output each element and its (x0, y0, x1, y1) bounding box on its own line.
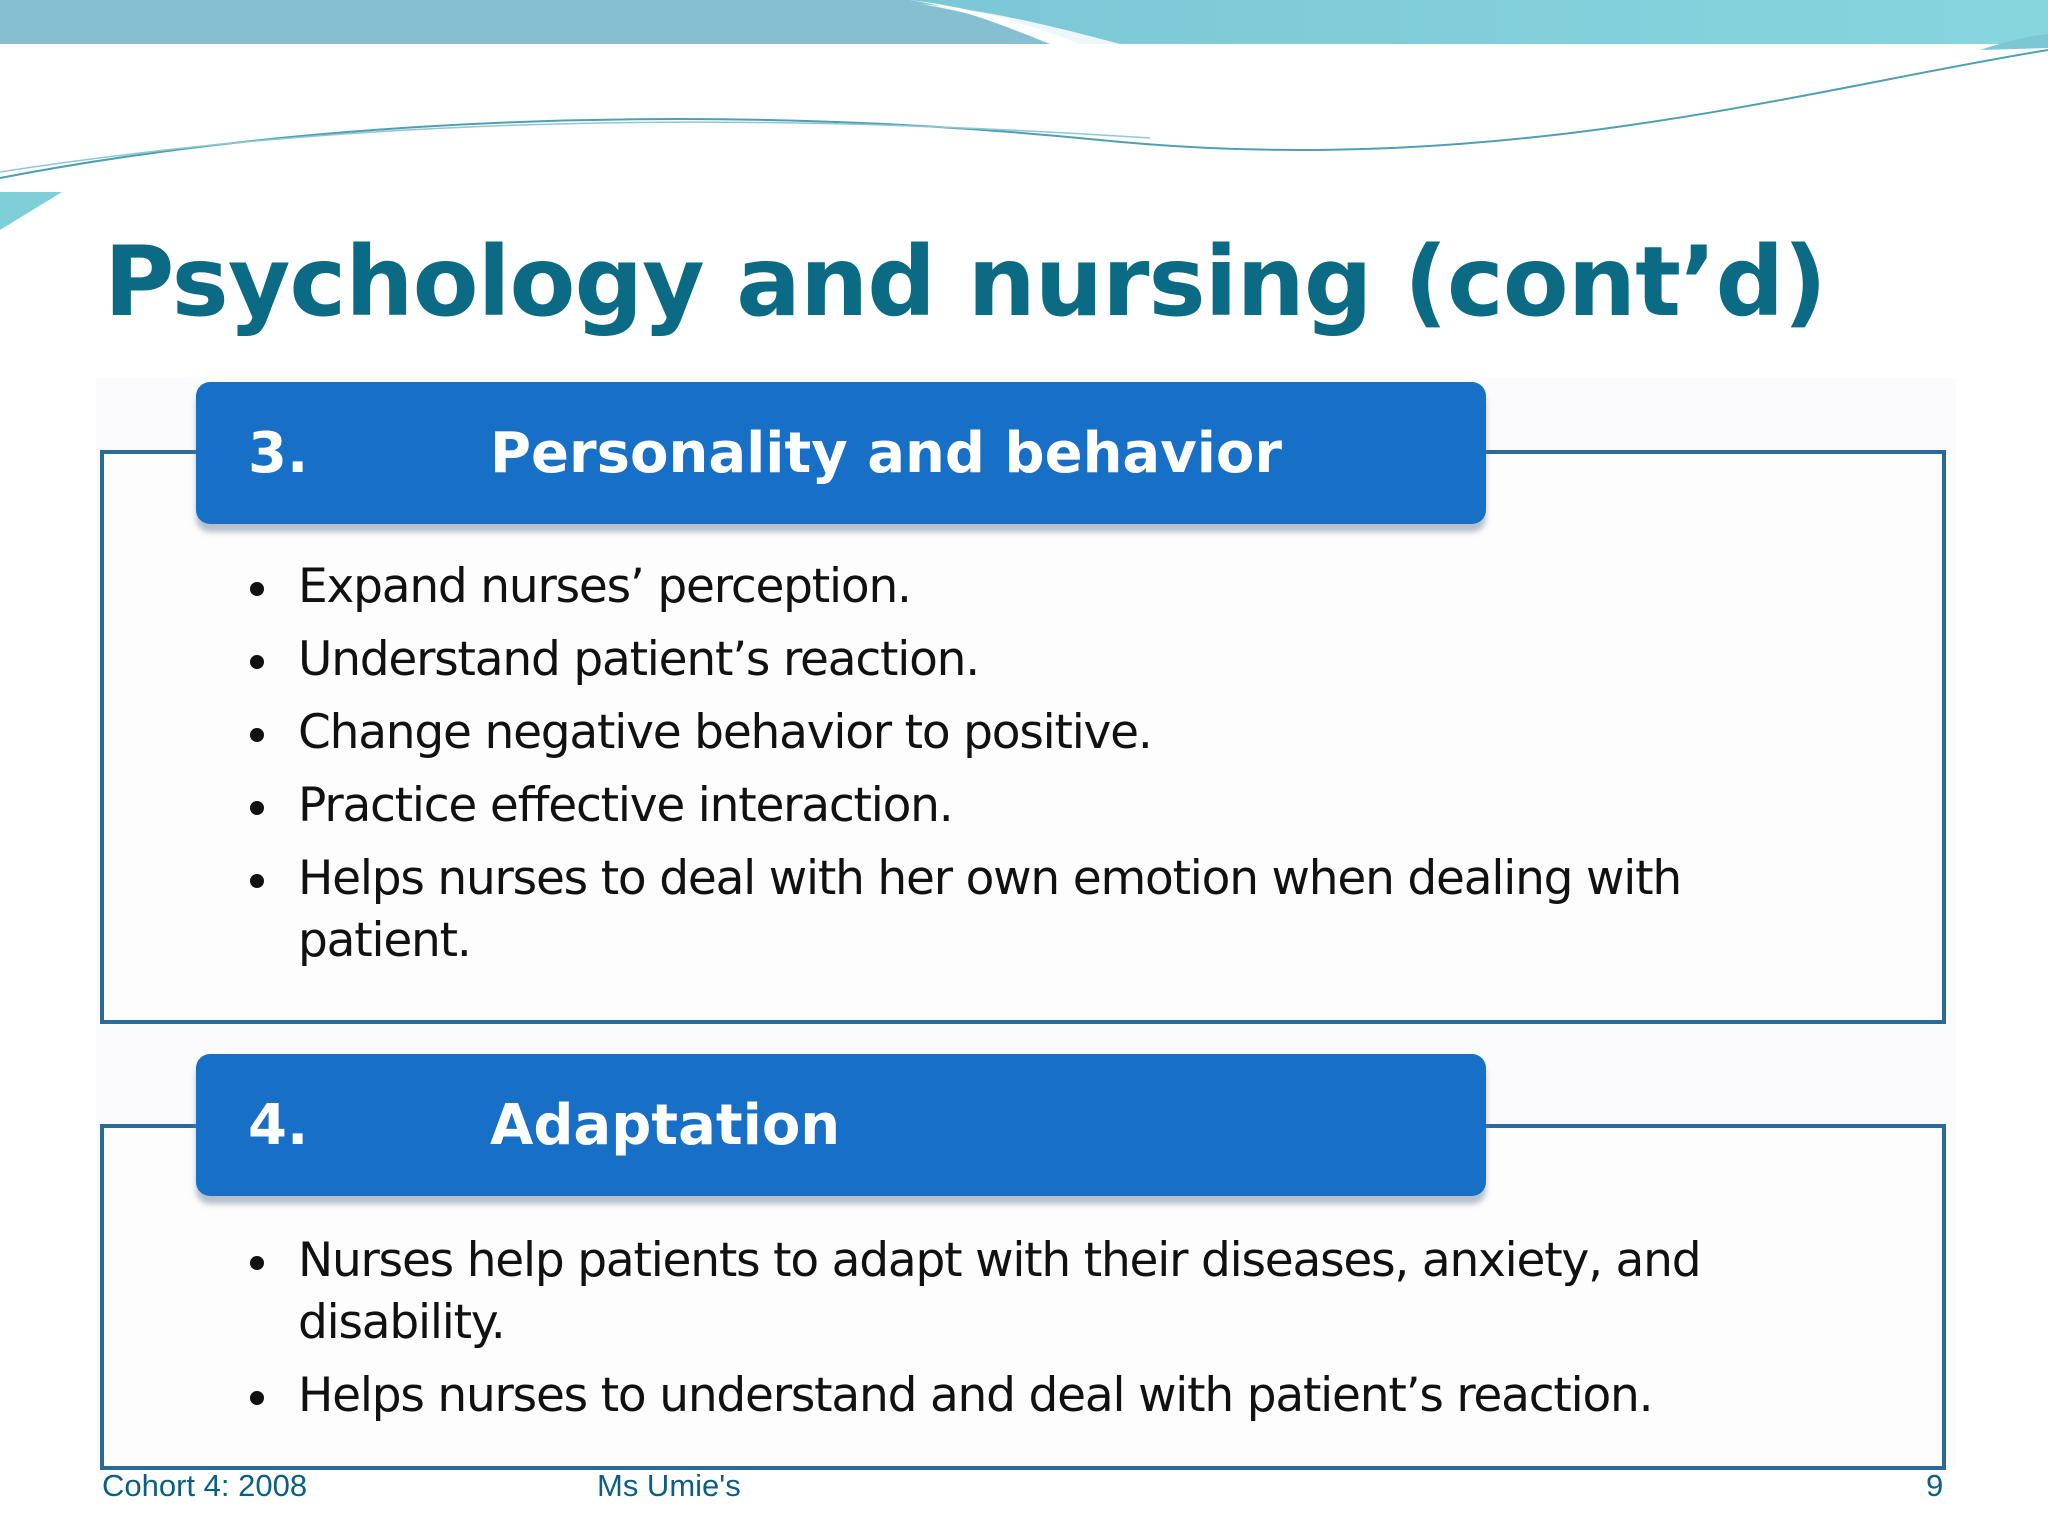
header-wave-decoration (0, 0, 2048, 240)
footer-cohort: Cohort 4: 2008 (102, 1468, 308, 1503)
bullet-item (244, 556, 1844, 618)
bullet-dot-icon (250, 1391, 264, 1405)
bullet-item (244, 702, 1844, 764)
bullet-dot-icon (250, 728, 264, 742)
bullet-text: Nurses help patients to adapt with their diseases, anxiety, and disability. (298, 1233, 1701, 1350)
bullet-dot-icon (250, 582, 264, 596)
section-3-heading: Personality and behavior (490, 421, 1283, 486)
section-3-number: 3. (248, 421, 309, 486)
bullet-text: Helps nurses to deal with her own emotion when dealing with patient. (298, 851, 1681, 968)
footer-page-number: 9 (1926, 1468, 1944, 1503)
footer-author: Ms Umie's (597, 1468, 741, 1503)
bullet-item (244, 775, 1844, 837)
bullet-dot-icon (250, 655, 264, 669)
slide-title: Psychology and nursing (cont’d) (104, 226, 1827, 338)
section-4-number: 4. (248, 1093, 309, 1158)
section-3-header (196, 382, 1486, 524)
bullet-dot-icon (250, 801, 264, 815)
bullet-item (244, 1230, 1844, 1354)
bullet-text: Practice effective interaction. (298, 778, 953, 833)
bullet-dot-icon (250, 874, 264, 888)
section-3-bullet-list (244, 556, 1844, 983)
bullet-item (244, 1365, 1844, 1427)
bullet-text: Understand patient’s reaction. (298, 632, 979, 687)
bullet-text: Helps nurses to understand and deal with patient’s reaction. (298, 1368, 1653, 1423)
bullet-text: Change negative behavior to positive. (298, 705, 1152, 760)
section-4-header (196, 1054, 1486, 1196)
bullet-item (244, 848, 1844, 972)
section-4-heading: Adaptation (490, 1093, 841, 1158)
bullet-dot-icon (250, 1256, 264, 1270)
section-4-bullet-list (244, 1230, 1844, 1438)
bullet-text: Expand nurses’ perception. (298, 559, 911, 614)
bullet-item (244, 629, 1844, 691)
